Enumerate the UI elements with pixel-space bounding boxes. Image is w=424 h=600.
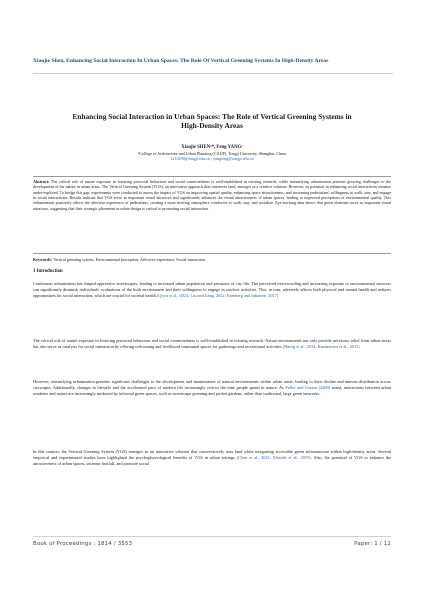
abstract-top-rule bbox=[33, 176, 391, 177]
paragraph-1 bbox=[33, 281, 391, 299]
paragraph-4 bbox=[33, 449, 391, 467]
header-divider bbox=[33, 73, 393, 74]
abstract-bottom-rule bbox=[33, 253, 391, 254]
keywords-label: Keywords: bbox=[33, 257, 53, 262]
footer-page-number: Paper: 1 / 12 bbox=[354, 541, 391, 547]
abstract-label: Abstract: bbox=[33, 179, 50, 184]
paragraph-1-citation[interactable]: (Qiwu et al., 2024; Liu and Jiang, 2022; Ezenberg and Inbarsen, 2017) bbox=[156, 293, 279, 299]
authors: Xiaojie SHEN¹*, Feng YANG¹ bbox=[181, 145, 243, 150]
paragraph-2-text: The critical role of nature exposure in fostering prosocial behaviour and social connectedness is well-established in existing research. Nature environments not only provide necessary relief from urban stress but also serve as catalysts for social interaction by offering welcoming and livelihood communal spaces for gatherings and recreational activities bbox=[33, 338, 391, 350]
paragraph-3 bbox=[33, 379, 391, 397]
author-emails: 2210298@tongji.edu.cn ; yangfeng@tongji.edu.cn bbox=[170, 156, 254, 162]
paper-title: Enhancing Social Interaction in Urban Spaces: The Role of Vertical Greening Systems in High-Density Areas bbox=[72, 112, 352, 130]
section-heading: 1 Introduction bbox=[33, 269, 63, 274]
paragraph-4-text-cont: Also, the potential of VGS to enhance the attractiveness of urban spaces, increase footfall, and promote social bbox=[33, 455, 391, 467]
paragraph-4-text: In this context, the Vertical Greening System (VGS) emerges as an innovative solution that conservatively uses land while integrating accessible green infrastructure within high-density areas. Several empirical and experimental studies have highlighted the psychophysiological benefits of VGS in urban settings bbox=[33, 449, 391, 461]
abstract bbox=[33, 179, 391, 211]
affiliation: ¹College of Architecture and Urban Planning (CAUP), Tongji University, Shanghai, China bbox=[138, 151, 286, 156]
abstract-text: The critical role of nature exposure in fostering prosocial behaviour and social connectedness is well-established in existing research, while intensifying urbanization presents growing challenges to the development of the nature in urban areas. The Vertical Greening System (VGS), an innovative approach that conserves land, emerges as a creative solution. However, its potential in enhancing social interactions remains under-explored. To bridge this gap, experiments were conducted to assess the impact of VGS on improving spatial quality, enhancing space attractiveness, and increasing pedestrians' willingness to walk, stay, and engage in social interactions. Results indicate that VGS serve as important visual attractors and significantly enhances the visual attractiveness of urban spaces, leading to improved perceptions of environmental quality. This enhancement positively affects the affective experience of pedestrians, creating a more inviting atmosphere conducive to walk, stay, and socialize. Eye-tracking data shows that green elements serve as important visual attractors, suggesting that their strategic placement in urban design is critical to promoting social interaction. bbox=[33, 179, 391, 211]
affiliation-block bbox=[60, 151, 364, 162]
paragraph-3-text-cont: noted, interactions between urban residents and nature are increasingly mediated by informal green spaces, such as streetscape greening and pocket gardens, rather than traditional, large green networks. bbox=[33, 385, 392, 397]
paragraph-4-citation[interactable]: (Chan et al., 2021; Elsadek et al., 2019). bbox=[236, 455, 312, 461]
paragraph-3-citation[interactable]: Fuller and Gaston (2009) bbox=[285, 385, 331, 391]
keywords bbox=[33, 257, 391, 262]
footer-proceedings: Book of Proceedings : 1814 / 3553 bbox=[33, 541, 133, 547]
keywords-text: Vertical greening system, Environmental perception, Affective experience, Social interaction. bbox=[53, 257, 206, 262]
running-head: Xiaojie Shen, Enhancing Social Interaction In Urban Spaces: The Role Of Vertical Greening Systems In High-Density Areas bbox=[33, 58, 329, 64]
paragraph-2-citation[interactable]: (Hartig et al., 2014; Kuznetzova et al., 2015). bbox=[282, 344, 361, 350]
paragraph-3-text: However, intensifying urbanization presents significant challenges to the development and maintenance of natural environments within urban areas, leading to their decline and uneven distribution across cityscapes. Additionally, changes in lifestyle and the accelerated pace of modern life increasingly restrict the time people spend in nature. As bbox=[33, 379, 391, 391]
paragraph-2 bbox=[33, 338, 391, 350]
paragraph-1-text: Continuous urbanization has shaped oppressive streetscapes, leading to increased urban population and pressures of city life. The perceived overcrowding and increasing exposure to environmental stressors can significantly diminish individuals' evaluations of the built environment and their willingness to engage in outdoor activities. This, in turn, adversely affects both physical and mental health and reduces opportunities for social interaction, which are crucial for societal health. bbox=[33, 281, 391, 299]
footer-divider bbox=[33, 536, 391, 537]
